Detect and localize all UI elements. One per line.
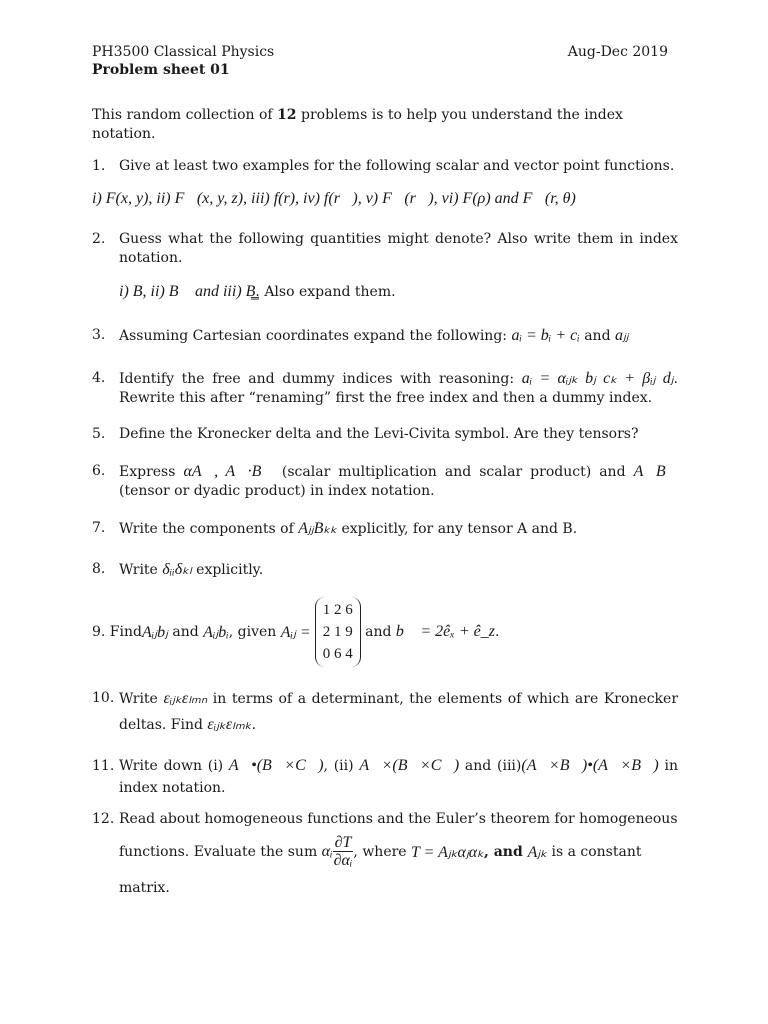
problem-6 [92,462,678,501]
problem-text: Read about homogeneous functions and the Euler’s theorem for homogeneous [119,811,678,827]
problem-tail: is a constant [547,843,642,860]
problem-tail: in index notation. [119,758,678,796]
problem-text: Identify the free and dummy indices with reasoning: [119,371,522,387]
date-range: Aug-Dec 2019 [567,44,668,60]
math-expr: A⃗•(B⃗×C⃗) [228,757,324,774]
problem-number: 2. [92,231,106,247]
math-expr: aᵢ = bᵢ + cᵢ [511,327,580,344]
problem-12-line3: matrix. [119,880,170,896]
conjunction: and [360,624,396,640]
problem-text: and (iii) [459,758,522,774]
problem-text: 9. Find [92,624,142,640]
problem-number: 6. [92,463,106,479]
problem-text: , (ii) [323,758,360,774]
intro-pre: This random collection of [92,107,278,123]
problem-text: functions. Evaluate the sum [119,843,322,860]
problem-11 [92,755,678,799]
math-expr: δᵢᵢδₖₗ [162,561,192,578]
intro-text [92,106,668,144]
problem-text: Write [119,691,164,707]
math-expr: aⱼⱼ [614,327,629,344]
problem-number: 12. [92,811,115,827]
math-expr: αA⃗, A⃗·B⃗ [183,463,274,480]
matrix-row: 1 2 6 [322,602,353,618]
math-expr: αᵢ [321,842,333,860]
matrix-label: Aᵢⱼ = [280,624,311,641]
matrix-row: 2 1 9 [322,624,353,640]
problem-text: Define the Kronecker delta and the Levi-Civita symbol. Are they tensors? [119,426,639,442]
problem-9 [92,597,499,667]
problem-tail: . Rewrite this after “renaming” first the free index and then a dummy index. [119,371,678,406]
problem-2 [92,230,678,268]
partial-derivative [333,834,354,869]
problem-count: 12 [277,107,297,123]
problem-number: 8. [92,561,106,577]
conjunction: and [167,624,204,640]
problem-text: Write the components of [119,521,299,537]
problem-number: 4. [92,370,106,386]
math-expr: Aⱼₖ [527,843,548,861]
problem-number: 1. [92,158,106,174]
problem-number: 10. [92,690,115,706]
intro-post: problems is to help you understand the index notation. [92,107,623,142]
problem-10 [92,686,678,738]
math-expr: Aᵢⱼbᵢ [203,624,229,641]
problem-number: 5. [92,426,106,442]
problem-8 [92,560,678,580]
problem-text: , where [353,843,412,860]
problem-text: Assuming Cartesian coordinates expand the following: [119,328,512,344]
matrix [315,597,361,667]
problem-number: 3. [92,327,106,343]
punctuation: . [494,624,500,640]
problem-tail: (tensor or dyadic product) in index notation. [119,483,435,499]
problem-12-formula-line [119,834,677,869]
problem-3 [92,326,678,346]
problem-tail: explicitly, for any tensor A and B. [337,521,578,537]
header [92,43,668,78]
math-expr: aᵢ = αᵢⱼₖ bⱼ cₖ + βᵢⱼ dⱼ [521,370,674,387]
math-expr: εᵢⱼₖεₗₘₖ [207,716,252,733]
course-title: PH3500 Classical Physics [92,44,275,60]
problem-text: , given [228,624,281,640]
problem-number: 7. [92,520,106,536]
problem-tail: . Also expand them. [255,284,396,300]
problem-5 [92,425,678,444]
problem-tail: explicitly. [191,562,264,578]
math-expr: (A⃗×B⃗)•(A⃗×B⃗) [521,757,659,774]
problem-text: Write down (i) [119,758,229,774]
conjunction: , and [483,843,528,860]
problem-12 [92,810,678,829]
math-expr: εᵢⱼₖεₗₘₙ [163,690,208,707]
problem-tail: . [251,717,257,733]
problem-7 [92,519,678,539]
problem-text: Give at least two examples for the following scalar and vector point functions. [119,158,675,174]
sheet-title: Problem sheet 01 [92,62,230,78]
math-expr: b⃗ = 2êₓ + ê_z [395,623,495,640]
matrix-row: 0 6 4 [322,646,353,662]
math-expr: AⱼⱼBₖₖ [298,520,338,537]
frac-denominator: ∂αᵢ [333,852,353,869]
problem-4 [92,369,678,408]
problem-1-math: i) F(x, y), ii) F⃗(x, y, z), iii) f(r), iv) f(r⃗), v) F⃗(r⃗), vi) F(ρ) and F⃗(r, θ) [92,190,576,207]
problem-text: (scalar multiplication and scalar product) and [273,464,634,480]
problem-text: in terms of a determinant, the elements of which are Kronecker deltas. Find [119,691,679,733]
conjunction: and [579,328,615,344]
problem-2-math [119,283,396,301]
problem-number: 11. [92,758,115,774]
math-expr: A⃗×(B⃗×C⃗) [359,757,460,774]
math-expr: Aᵢⱼbⱼ [141,624,168,641]
math-expr: A⃗B⃗ [633,463,679,480]
math-expr: i) B, ii) B⃗ and iii) B̳ [119,283,256,300]
math-expr: T = Aⱼₖαⱼαₖ [411,843,484,861]
problem-text: Guess what the following quantities might denote? Also write them in index notation. [119,231,678,266]
frac-numerator: ∂T [334,834,352,851]
problem-1 [92,157,678,176]
problem-text: Write [119,562,163,578]
problem-text: Express [119,464,184,480]
